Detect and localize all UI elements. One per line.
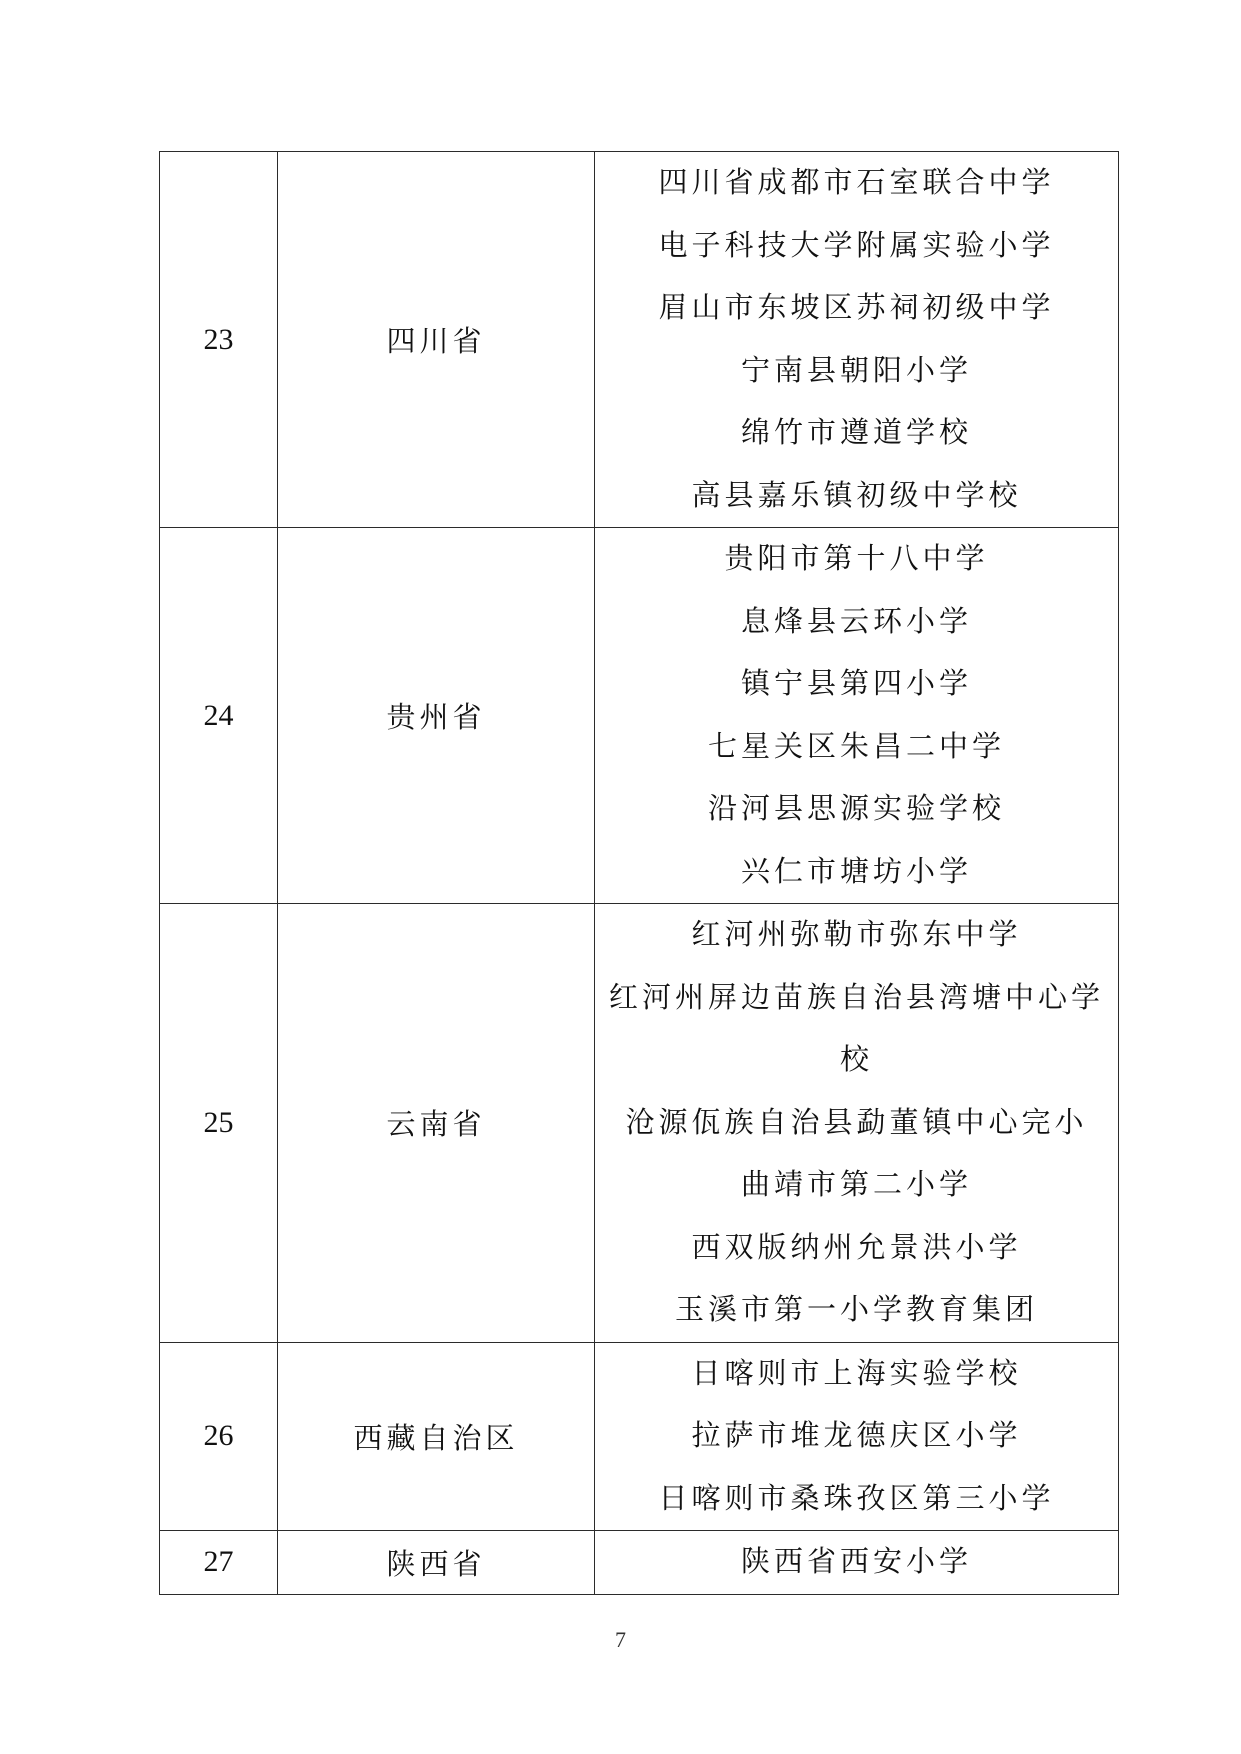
school-name: 七星关区朱昌二中学	[707, 730, 1005, 763]
school-name: 曲靖市第二小学	[740, 1169, 972, 1201]
school-name: 沧源佤族自治县勐董镇中心完小	[625, 1106, 1088, 1139]
school-name: 红河州弥勒市弥东中学	[691, 919, 1022, 951]
school-list	[595, 152, 1119, 528]
page-number: 7	[615, 1627, 626, 1652]
school-list-table	[159, 151, 1119, 1595]
school-name: 息烽县云环小学	[740, 605, 972, 638]
school-list	[595, 528, 1119, 904]
school-name: 镇宁县第四小学	[740, 668, 972, 700]
school-name: 高县嘉乐镇初级中学校	[691, 479, 1022, 512]
school-name: 眉山市东坡区苏祠初级中学	[658, 292, 1055, 324]
school-name: 红河州屏边苗族自治县湾塘中心学校	[608, 981, 1104, 1076]
row-number: 23	[160, 152, 278, 528]
school-name: 沿河县思源实验学校	[707, 793, 1005, 825]
row-number: 27	[160, 1531, 278, 1595]
table-row	[160, 1531, 1119, 1595]
school-list	[595, 904, 1119, 1343]
school-name: 西双版纳州允景洪小学	[691, 1231, 1022, 1264]
row-number: 24	[160, 528, 278, 904]
table-row	[160, 904, 1119, 1343]
school-name: 贵阳市第十八中学	[724, 543, 989, 575]
school-list	[595, 1342, 1119, 1531]
row-number: 25	[160, 904, 278, 1343]
school-name: 拉萨市堆龙德庆区小学	[691, 1420, 1022, 1452]
school-name: 兴仁市塘坊小学	[740, 855, 972, 888]
table-row	[160, 528, 1119, 904]
province-name: 贵州省	[278, 528, 595, 904]
province-name: 云南省	[278, 904, 595, 1343]
school-name: 玉溪市第一小学教育集团	[674, 1294, 1038, 1326]
school-list	[595, 1531, 1119, 1595]
province-name: 西藏自治区	[278, 1342, 595, 1531]
table-row	[160, 152, 1119, 528]
school-name: 陕西省西安小学	[740, 1546, 972, 1578]
school-name: 宁南县朝阳小学	[740, 354, 972, 387]
row-number: 26	[160, 1342, 278, 1531]
school-name: 电子科技大学附属实验小学	[658, 229, 1055, 262]
school-name: 四川省成都市石室联合中学	[658, 167, 1055, 199]
table-row	[160, 1342, 1119, 1531]
school-name: 绵竹市遵道学校	[740, 417, 972, 449]
province-name: 四川省	[278, 152, 595, 528]
school-name: 日喀则市桑珠孜区第三小学	[658, 1482, 1055, 1515]
province-name: 陕西省	[278, 1531, 595, 1595]
school-name: 日喀则市上海实验学校	[691, 1357, 1022, 1390]
